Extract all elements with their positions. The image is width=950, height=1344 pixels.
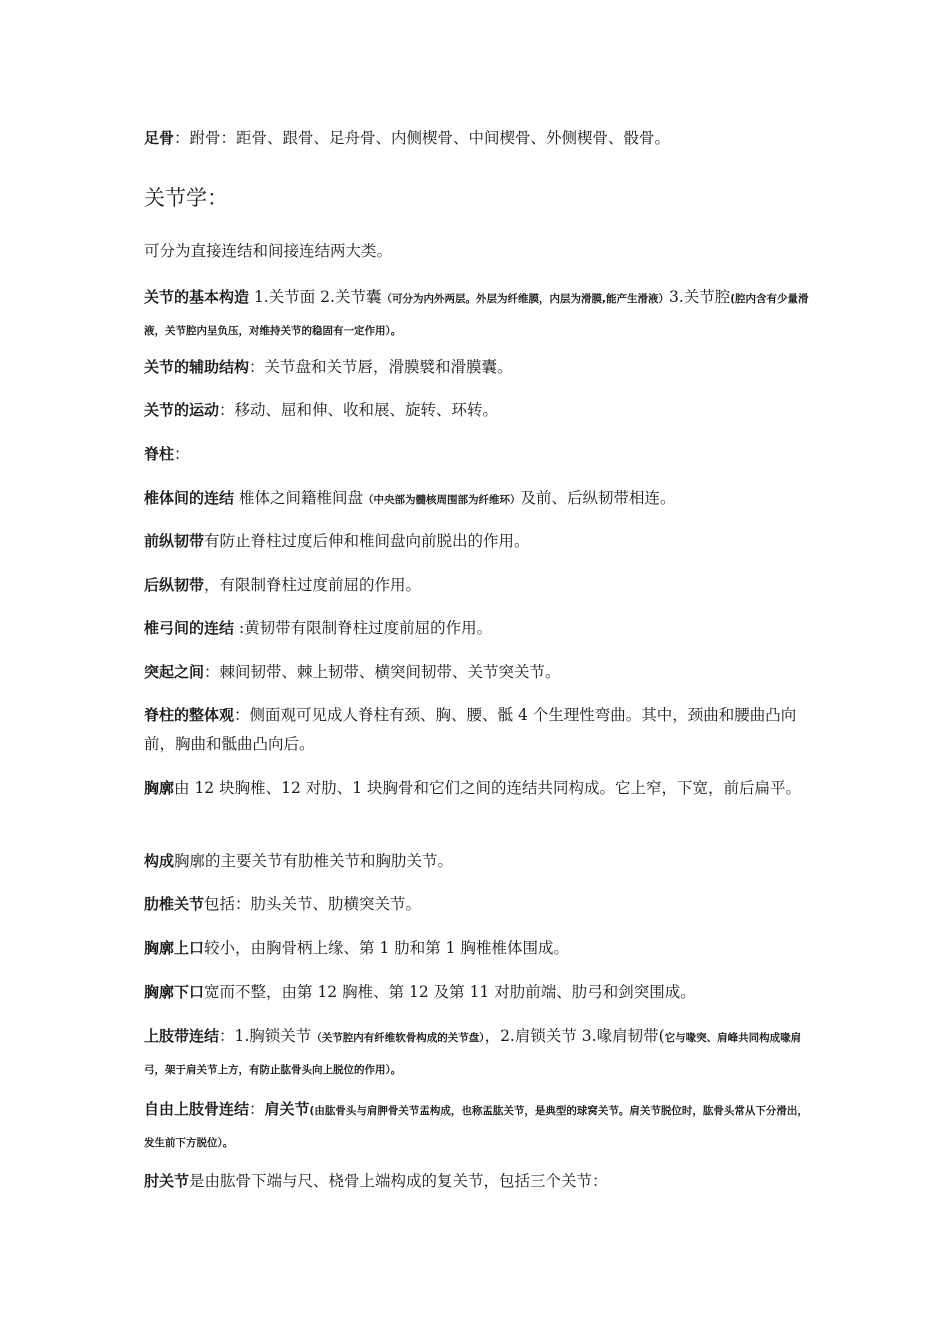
paragraph-text: 是由肱骨下端与尺、桡骨上端构成的复关节，包括三个关节：	[189, 1172, 608, 1190]
paragraph-text: ，有限制脊柱过度前屈的作用。	[204, 576, 422, 594]
term-label: 关节的运动	[144, 401, 220, 419]
paragraph-processes	[144, 658, 814, 687]
term-label: 前纵韧带	[144, 532, 205, 550]
paragraph-text: 3.关节腔	[668, 288, 731, 306]
term-label: 椎体间的连结	[144, 489, 235, 507]
paragraph-elbow	[144, 1167, 814, 1196]
paragraph-costovertebral	[144, 890, 814, 919]
paragraph-text: ：棘间韧带、棘上韧带、横突间韧带、关节突关节。	[204, 663, 561, 681]
term-label: 构成	[144, 852, 175, 870]
paragraph-vertebral-body	[144, 484, 814, 515]
paragraph-free-upper-limb	[144, 1094, 814, 1158]
paragraph-shoulder-girdle	[144, 1021, 814, 1085]
small-note: (腔内含有少量滑液，关节腔内呈负压，对维持关节的稳固有一定作用）。	[144, 293, 809, 337]
paragraph-text: :黄韧带有限制脊柱过度前屈的作用。	[234, 619, 493, 637]
small-note: (由肱骨头与肩胛骨关节盂构成，也称盂肱关节，是典型的球窝关节。肩关节脱位时，肱骨头常从下分滑出，发生前下方脱位）。	[144, 1105, 808, 1149]
term-label: 肋椎关节	[144, 895, 205, 913]
paragraph-anterior-ligament	[144, 527, 814, 556]
section-heading: 关节学：	[144, 186, 228, 210]
term-label: 关节的辅助结构	[144, 358, 250, 376]
paragraph-text: 包括：肋头关节、肋横突关节。	[204, 895, 422, 913]
paragraph-text: 较小，由胸骨柄上缘、第 1 肋和第 1 胸椎椎体围成。	[204, 939, 569, 957]
paragraph-text: ，2.肩锁关节 3.喙肩韧带(	[484, 1027, 665, 1045]
paragraph-text: 1.关节面 2.关节囊	[249, 288, 382, 306]
paragraph-text: ：移动、屈和伸、收和展、旋转、环转。	[219, 401, 499, 419]
paragraph-spine-overview	[144, 701, 814, 759]
paragraph-text: ：侧面观可见成人脊柱有颈、胸、腰、骶 4 个生理性弯曲。其中，颈曲和腰曲凸向前，胸曲和骶曲凸向后。	[144, 706, 797, 753]
term-label: 肩关节	[264, 1100, 310, 1118]
small-note: （中央部为髓核周围部为纤维环）	[362, 494, 521, 506]
paragraph-arch	[144, 614, 814, 643]
term-label: 突起之间	[144, 663, 205, 681]
paragraph-upper-aperture	[144, 934, 814, 963]
small-note: 它与喙突、肩峰共同构成喙肩弓，架于肩关节上方，有防止肱骨头向上脱位的作用）。	[144, 1032, 802, 1076]
paragraph-text: 宽而不整，由第 12 胸椎、第 12 及第 11 对肋前端、肋弓和剑突围成。	[204, 983, 696, 1001]
term-label: 脊柱的整体观	[144, 706, 235, 724]
term-label: 关节的基本构造	[144, 288, 250, 306]
small-note: （可分为内外两层。外层为纤维膜，内层为滑膜,能产生滑液）	[381, 293, 669, 305]
paragraph-text: ：	[174, 445, 190, 463]
term-label: 后纵韧带	[144, 576, 205, 594]
paragraph-text: 及前、后纵韧带相连。	[520, 489, 676, 507]
paragraph-text: ：	[249, 1100, 265, 1118]
term-label: 肘关节	[144, 1172, 190, 1190]
paragraph-text: 有防止脊柱过度后伸和椎间盘向前脱出的作用。	[204, 532, 530, 550]
paragraph-text: 胸廓的主要关节有肋椎关节和胸肋关节。	[174, 852, 454, 870]
term-label: 胸廓上口	[144, 939, 205, 957]
paragraph-motion	[144, 396, 814, 425]
paragraph-text: 椎体之间籍椎间盘	[234, 489, 363, 507]
term-label: 胸廓下口	[144, 983, 205, 1001]
paragraph-basic-structure	[144, 282, 814, 346]
paragraph-foot-bones	[144, 124, 814, 153]
paragraph-text: ：跗骨：距骨、跟骨、足舟骨、内侧楔骨、中间楔骨、外侧楔骨、骰骨。	[174, 129, 671, 147]
small-note: （关节腔内有纤维软骨构成的关节盘）	[311, 1032, 485, 1044]
paragraph-thorax	[144, 774, 814, 803]
paragraph-composition	[144, 847, 814, 876]
paragraph-auxiliary	[144, 353, 814, 382]
term-label: 自由上肢骨连结	[144, 1100, 250, 1118]
paragraph-spine	[144, 440, 814, 469]
term-label: 足骨	[144, 129, 175, 147]
term-label: 胸廓	[144, 779, 175, 797]
paragraph-posterior-ligament	[144, 571, 814, 600]
term-label: 上肢带连结	[144, 1027, 220, 1045]
paragraph-intro: 可分为直接连结和间接连结两大类。	[144, 242, 393, 260]
paragraph-text: ：1.胸锁关节	[219, 1027, 312, 1045]
term-label: 椎弓间的连结	[144, 619, 235, 637]
term-label: 脊柱	[144, 445, 175, 463]
paragraph-text: ：关节盘和关节唇，滑膜襞和滑膜囊。	[249, 358, 513, 376]
paragraph-lower-aperture	[144, 978, 814, 1007]
paragraph-text: 由 12 块胸椎、12 对肋、1 块胸骨和它们之间的连结共同构成。它上窄，下宽，前后扁平。	[174, 779, 802, 797]
